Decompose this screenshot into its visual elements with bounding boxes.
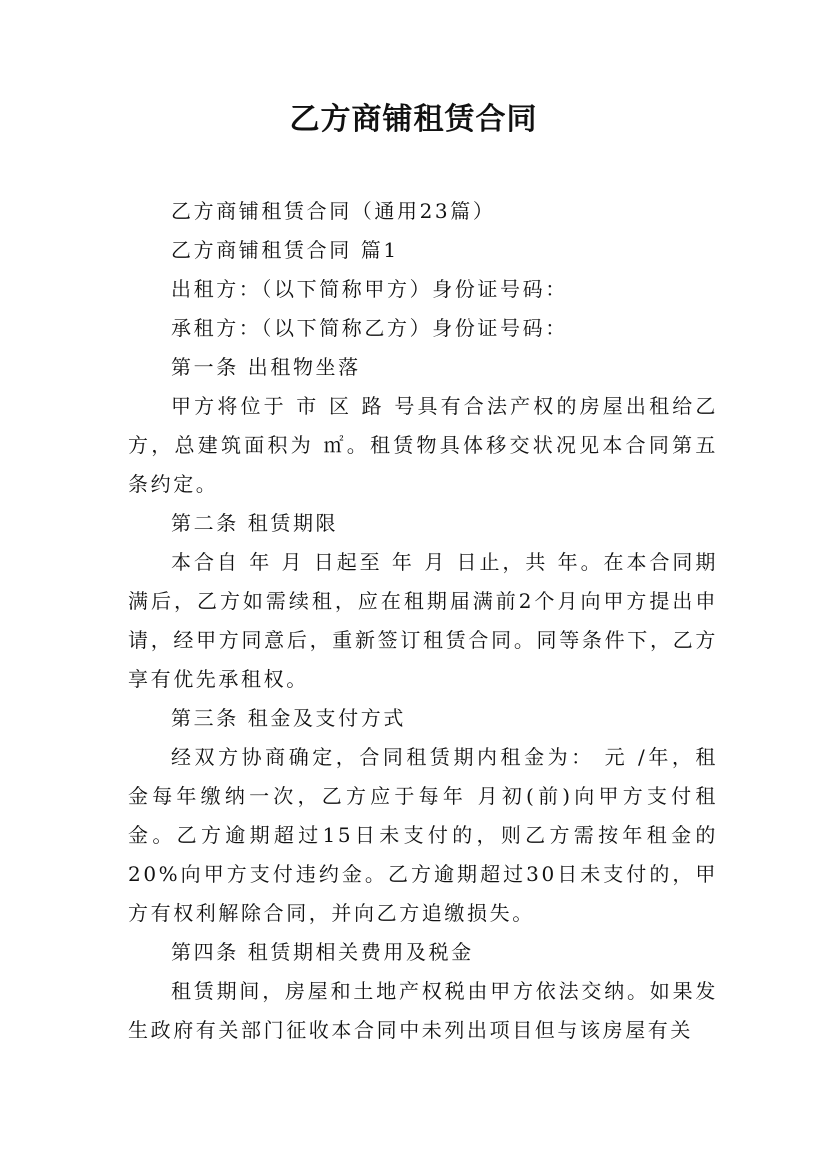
article-1-text: 甲方将位于 市 区 路 号具有合法产权的房屋出租给乙方，总建筑面积为 ㎡。租赁物具体移交状况见本合同第五条约定。 xyxy=(128,394,718,496)
lessor-line: 出租方：（以下简称甲方）身份证号码： xyxy=(171,277,568,301)
article-3-heading: 第三条 租金及支付方式 xyxy=(171,706,406,730)
lessee-line: 承租方：（以下简称乙方）身份证号码： xyxy=(171,316,568,340)
article-1-heading: 第一条 出租物坐落 xyxy=(171,355,361,379)
subtitle-paragraph: 乙方商铺租赁合同（通用23篇） xyxy=(171,199,496,223)
article-2-text: 本合自 年 月 日起至 年 月 日止，共 年。在本合同期满后，乙方如需续租，应在租期届满前2个月向甲方提出申请，经甲方同意后，重新签订租赁合同。同等条件下，乙方享有优先承租权。 xyxy=(128,550,718,691)
section-heading-paragraph: 乙方商铺租赁合同 篇1 xyxy=(171,238,399,262)
article-3-text: 经双方协商确定，合同租赁期内租金为： 元 /年，租金每年缴纳一次，乙方应于每年 月初(前)向甲方支付租金。乙方逾期超过15日未支付的，则乙方需按年租金的20%向甲方支付违约金。乙方逾期超过30日未支付的，甲方有权利解除合同，并向乙方追缴损失。 xyxy=(128,745,718,925)
document-body xyxy=(128,192,718,1050)
article-4-heading: 第四条 租赁期相关费用及税金 xyxy=(171,940,474,964)
article-4-text: 租赁期间，房屋和土地产权税由甲方依法交纳。如果发生政府有关部门征收本合同中未列出项目但与该房屋有关 xyxy=(128,979,718,1042)
article-2-heading: 第二条 租赁期限 xyxy=(171,511,339,535)
document-title: 乙方商铺租赁合同 xyxy=(289,102,538,137)
